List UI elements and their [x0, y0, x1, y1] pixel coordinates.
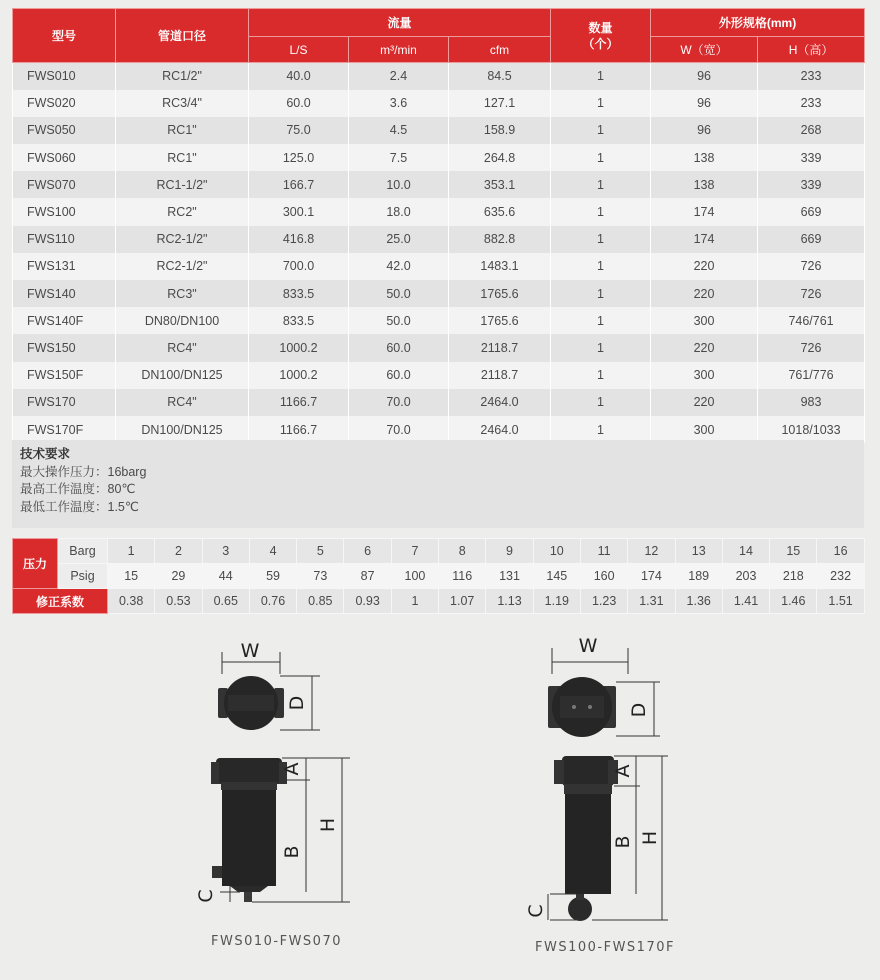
factor-value: 1.31	[628, 589, 675, 614]
table-row	[13, 198, 865, 225]
factor-value: 0.85	[297, 589, 344, 614]
factor-value: 0.76	[249, 589, 296, 614]
cell-height: 233	[758, 63, 865, 90]
dim-b-small: B	[281, 845, 303, 859]
cell-model: FWS150F	[13, 362, 116, 389]
cell-port: RC4"	[116, 334, 249, 361]
top-view-small	[218, 652, 320, 730]
cell-width: 174	[651, 226, 758, 253]
cell-flow-ls: 125.0	[249, 144, 349, 171]
cell-width: 96	[651, 63, 758, 90]
cell-qty: 1	[551, 63, 651, 90]
factor-value: 1.07	[439, 589, 486, 614]
cell-qty: 1	[551, 253, 651, 280]
cell-port: RC2-1/2"	[116, 226, 249, 253]
cell-flow-ls: 1000.2	[249, 334, 349, 361]
cell-flow-cfm: 2464.0	[449, 389, 551, 416]
cell-flow-cfm: 2464.0	[449, 416, 551, 443]
cell-flow-cfm: 2118.7	[449, 334, 551, 361]
factor-value: 1.36	[675, 589, 722, 614]
factor-value: 1	[391, 589, 438, 614]
header-width: W（宽）	[651, 37, 758, 63]
barg-value: 16	[817, 539, 864, 564]
cell-width: 300	[651, 307, 758, 334]
dim-h-large: H	[639, 830, 661, 846]
tech-min-temp: 最低工作温度：1.5℃	[20, 499, 139, 514]
cell-flow-cfm: 2118.7	[449, 362, 551, 389]
cell-qty: 1	[551, 362, 651, 389]
psig-value: 44	[202, 564, 249, 589]
cell-flow-ls: 833.5	[249, 307, 349, 334]
cell-flow-cfm: 1483.1	[449, 253, 551, 280]
cell-port: RC1/2"	[116, 63, 249, 90]
factor-label: 修正系数	[13, 589, 108, 614]
cell-model: FWS060	[13, 144, 116, 171]
cell-flow-ls: 1166.7	[249, 389, 349, 416]
cell-flow-cfm: 84.5	[449, 63, 551, 90]
header-ls: L/S	[249, 37, 349, 63]
table-row	[13, 334, 865, 361]
dim-d-small: D	[286, 695, 308, 711]
psig-value: 131	[486, 564, 533, 589]
dim-d-large: D	[628, 702, 650, 718]
psig-value: 15	[108, 564, 155, 589]
cell-model: FWS020	[13, 90, 116, 117]
spec-table	[12, 8, 865, 443]
psig-value: 29	[155, 564, 202, 589]
spec-table-body	[13, 63, 865, 444]
cell-qty: 1	[551, 144, 651, 171]
psig-row	[13, 564, 865, 589]
cell-qty: 1	[551, 198, 651, 225]
factor-value: 1.19	[533, 589, 580, 614]
cell-model: FWS050	[13, 117, 116, 144]
table-row	[13, 226, 865, 253]
barg-value: 2	[155, 539, 202, 564]
cell-port: RC2"	[116, 198, 249, 225]
cell-width: 138	[651, 171, 758, 198]
header-qty: 数量 （个）	[551, 9, 651, 63]
cell-flow-cfm: 882.8	[449, 226, 551, 253]
barg-value: 1	[108, 539, 155, 564]
cell-height: 339	[758, 144, 865, 171]
psig-value: 189	[675, 564, 722, 589]
cell-model: FWS070	[13, 171, 116, 198]
cell-height: 746/761	[758, 307, 865, 334]
factor-value: 1.51	[817, 589, 864, 614]
cell-flow-ls: 166.7	[249, 171, 349, 198]
cell-model: FWS100	[13, 198, 116, 225]
cell-port: RC4"	[116, 389, 249, 416]
cell-flow-cfm: 158.9	[449, 117, 551, 144]
barg-value: 14	[722, 539, 769, 564]
tech-title: 技术要求	[20, 447, 71, 461]
barg-value: 3	[202, 539, 249, 564]
cell-height: 726	[758, 253, 865, 280]
psig-value: 100	[391, 564, 438, 589]
cell-flow-m3min: 2.4	[349, 63, 449, 90]
drawing-large-filter	[520, 624, 720, 944]
cell-width: 220	[651, 253, 758, 280]
cell-width: 96	[651, 117, 758, 144]
cell-flow-cfm: 1765.6	[449, 307, 551, 334]
cell-model: FWS170	[13, 389, 116, 416]
psig-value: 218	[770, 564, 817, 589]
cell-flow-m3min: 25.0	[349, 226, 449, 253]
cell-qty: 1	[551, 117, 651, 144]
header-cfm: cfm	[449, 37, 551, 63]
pressure-label: 压力	[13, 539, 58, 589]
cell-qty: 1	[551, 280, 651, 307]
cell-height: 233	[758, 90, 865, 117]
cell-flow-cfm: 635.6	[449, 198, 551, 225]
table-row	[13, 144, 865, 171]
header-port: 管道口径	[116, 9, 249, 63]
cell-flow-m3min: 42.0	[349, 253, 449, 280]
factor-value: 0.65	[202, 589, 249, 614]
cell-port: RC1"	[116, 144, 249, 171]
cell-width: 300	[651, 362, 758, 389]
dim-w-large: W	[578, 635, 598, 657]
cell-qty: 1	[551, 226, 651, 253]
dim-a-large: A	[612, 764, 634, 778]
cell-flow-m3min: 7.5	[349, 144, 449, 171]
cell-width: 174	[651, 198, 758, 225]
barg-value: 9	[486, 539, 533, 564]
cell-height: 669	[758, 198, 865, 225]
psig-value: 174	[628, 564, 675, 589]
factor-value: 0.53	[155, 589, 202, 614]
cell-width: 220	[651, 389, 758, 416]
cell-flow-m3min: 70.0	[349, 389, 449, 416]
cell-port: DN100/DN125	[116, 362, 249, 389]
cell-flow-ls: 75.0	[249, 117, 349, 144]
barg-value: 4	[249, 539, 296, 564]
table-row	[13, 117, 865, 144]
cell-flow-cfm: 127.1	[449, 90, 551, 117]
cell-height: 339	[758, 171, 865, 198]
factor-value: 0.38	[108, 589, 155, 614]
cell-width: 300	[651, 416, 758, 443]
caption-small: FWS010-FWS070	[211, 934, 342, 949]
factor-value: 1.13	[486, 589, 533, 614]
barg-row	[13, 539, 865, 564]
cell-flow-ls: 1000.2	[249, 362, 349, 389]
factor-value: 1.46	[770, 589, 817, 614]
tech-max-temp: 最高工作温度：80℃	[20, 482, 136, 496]
cell-flow-m3min: 10.0	[349, 171, 449, 198]
factor-row	[13, 589, 865, 614]
header-model: 型号	[13, 9, 116, 63]
header-flow: 流量	[249, 9, 551, 37]
cell-flow-ls: 300.1	[249, 198, 349, 225]
cell-port: RC1"	[116, 117, 249, 144]
cell-flow-ls: 60.0	[249, 90, 349, 117]
cell-flow-ls: 833.5	[249, 280, 349, 307]
cell-width: 138	[651, 144, 758, 171]
cell-height: 1018/1033	[758, 416, 865, 443]
cell-qty: 1	[551, 334, 651, 361]
cell-flow-m3min: 18.0	[349, 198, 449, 225]
cell-port: DN80/DN100	[116, 307, 249, 334]
table-row	[13, 90, 865, 117]
psig-value: 116	[439, 564, 486, 589]
table-row	[13, 389, 865, 416]
cell-port: DN100/DN125	[116, 416, 249, 443]
psig-label: Psig	[58, 564, 108, 589]
cell-model: FWS140	[13, 280, 116, 307]
drawing-small-filter	[180, 630, 380, 950]
cell-flow-ls: 416.8	[249, 226, 349, 253]
psig-value: 203	[722, 564, 769, 589]
dim-h-small: H	[317, 817, 339, 833]
table-row	[13, 280, 865, 307]
psig-value: 145	[533, 564, 580, 589]
table-row	[13, 171, 865, 198]
cell-height: 669	[758, 226, 865, 253]
tech-requirements	[12, 440, 864, 528]
cell-flow-m3min: 60.0	[349, 334, 449, 361]
cell-port: RC2-1/2"	[116, 253, 249, 280]
cell-qty: 1	[551, 171, 651, 198]
header-m3min: m³/min	[349, 37, 449, 63]
cell-flow-m3min: 70.0	[349, 416, 449, 443]
barg-value: 7	[391, 539, 438, 564]
cell-flow-m3min: 3.6	[349, 90, 449, 117]
dim-c-small: C	[195, 889, 217, 903]
barg-value: 13	[675, 539, 722, 564]
cell-qty: 1	[551, 389, 651, 416]
barg-label: Barg	[58, 539, 108, 564]
cell-qty: 1	[551, 90, 651, 117]
caption-large: FWS100-FWS170F	[535, 940, 675, 955]
cell-model: FWS110	[13, 226, 116, 253]
cell-port: RC3"	[116, 280, 249, 307]
cell-flow-m3min: 50.0	[349, 307, 449, 334]
factor-value: 1.41	[722, 589, 769, 614]
psig-value: 160	[580, 564, 627, 589]
cell-width: 220	[651, 334, 758, 361]
cell-model: FWS131	[13, 253, 116, 280]
dim-c-large: C	[525, 904, 547, 918]
cell-model: FWS170F	[13, 416, 116, 443]
table-row	[13, 362, 865, 389]
table-row	[13, 253, 865, 280]
cell-flow-cfm: 1765.6	[449, 280, 551, 307]
psig-value: 59	[249, 564, 296, 589]
barg-value: 11	[580, 539, 627, 564]
cell-height: 726	[758, 280, 865, 307]
tech-max-pressure: 最大操作压力：16barg	[20, 464, 147, 479]
cell-qty: 1	[551, 416, 651, 443]
cell-flow-ls: 40.0	[249, 63, 349, 90]
cell-width: 220	[651, 280, 758, 307]
cell-qty: 1	[551, 307, 651, 334]
barg-value: 10	[533, 539, 580, 564]
barg-value: 5	[297, 539, 344, 564]
cell-flow-m3min: 4.5	[349, 117, 449, 144]
cell-flow-cfm: 264.8	[449, 144, 551, 171]
cell-port: RC3/4"	[116, 90, 249, 117]
dim-w-small: W	[240, 640, 260, 662]
barg-value: 6	[344, 539, 391, 564]
cell-flow-ls: 700.0	[249, 253, 349, 280]
cell-height: 268	[758, 117, 865, 144]
top-view-large	[548, 648, 660, 737]
correction-table	[12, 538, 865, 614]
cell-model: FWS140F	[13, 307, 116, 334]
barg-value: 15	[770, 539, 817, 564]
header-dimensions: 外形规格(mm)	[651, 9, 865, 37]
cell-height: 726	[758, 334, 865, 361]
cell-width: 96	[651, 90, 758, 117]
cell-port: RC1-1/2"	[116, 171, 249, 198]
dim-a-small: A	[281, 762, 303, 776]
cell-model: FWS150	[13, 334, 116, 361]
dim-b-large: B	[612, 835, 634, 849]
table-row	[13, 63, 865, 90]
psig-value: 87	[344, 564, 391, 589]
table-row	[13, 307, 865, 334]
psig-value: 232	[817, 564, 864, 589]
cell-flow-m3min: 60.0	[349, 362, 449, 389]
cell-flow-ls: 1166.7	[249, 416, 349, 443]
barg-value: 8	[439, 539, 486, 564]
header-height: H（高）	[758, 37, 865, 63]
cell-height: 983	[758, 389, 865, 416]
cell-flow-cfm: 353.1	[449, 171, 551, 198]
cell-height: 761/776	[758, 362, 865, 389]
factor-value: 0.93	[344, 589, 391, 614]
factor-value: 1.23	[580, 589, 627, 614]
cell-model: FWS010	[13, 63, 116, 90]
psig-value: 73	[297, 564, 344, 589]
barg-value: 12	[628, 539, 675, 564]
cell-flow-m3min: 50.0	[349, 280, 449, 307]
